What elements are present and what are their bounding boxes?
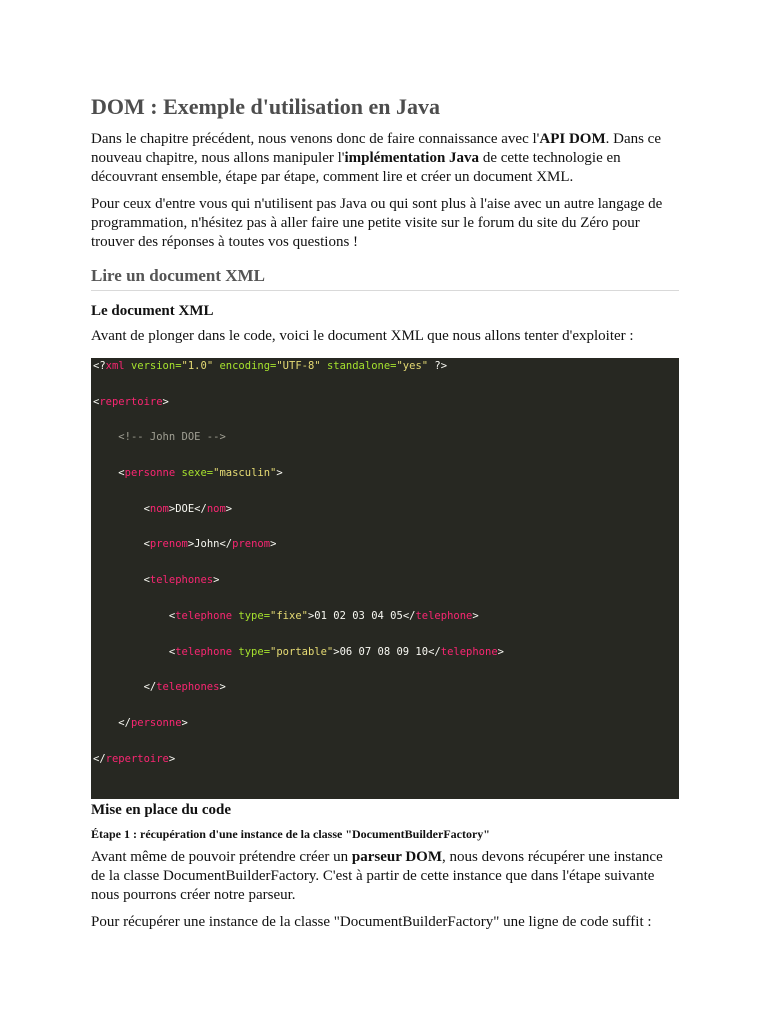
code-line-telephone-fixe: <telephone type="fixe">01 02 03 04 05</telephone> [168,609,479,622]
code-line-telephone-portable: <telephone type="portable">06 07 08 09 10</telephone> [168,645,504,658]
code-line-telephones-open: <telephones> [143,574,220,587]
intro-bold-api-dom: API DOM [539,131,606,147]
xml-code-block [91,358,679,799]
code-line-repertoire-open: <repertoire> [93,395,169,408]
step1-bold-parseur-dom: parseur DOM [351,849,442,865]
code-line-personne-open: <personne sexe="masculin"> [118,467,283,480]
intro-text-2: . Dans ce nouveau chapitre, nous allons manipuler l' [91,131,662,166]
code-line-prenom: <prenom>John</prenom> [143,538,277,551]
intro-text-3: de cette technologie en découvrant ensemble, étape par étape, comment lire et créer un document XML. [91,150,621,185]
step1-text-1: Avant même de pouvoir prétendre créer un [91,849,352,865]
code-line-telephones-close: </telephones> [143,681,226,694]
code-line-comment: <!-- John DOE --> [118,431,226,444]
code-line-declaration: <?xml version="1.0" encoding="UTF-8" standalone="yes" ?> [93,360,448,372]
code-line-repertoire-close: </repertoire> [93,752,176,765]
subheading-xml-document: Le document XML [91,303,214,319]
xml-intro-paragraph: Avant de plonger dans le code, voici le document XML que nous allons tenter d'exploiter : [91,328,634,344]
page-title: DOM : Exemple d'utilisation en Java [91,94,440,119]
intro-text-1: Dans le chapitre précédent, nous venons donc de faire connaissance avec l' [91,131,540,147]
forum-paragraph: Pour ceux d'entre vous qui n'utilisent pas Java ou qui sont plus à l'aise avec un autre langage de programmation, n'hésitez pas à aller faire une petite visite sur le forum du site du Zéro pour trouver des réponses à toutes vos questions ! [91,196,663,250]
article [91,92,679,932]
intro-paragraph [91,130,679,187]
intro-bold-implementation: implémentation Java [344,150,480,166]
step1-heading: Étape 1 : récupération d'une instance de la classe "DocumentBuilderFactory" [91,827,490,841]
step1-paragraph [91,848,679,905]
factory-paragraph: Pour récupérer une instance de la classe "DocumentBuilderFactory" une ligne de code suffit : [91,914,652,930]
subheading-code-setup: Mise en place du code [91,802,231,818]
code-line-nom: <nom>DOE</nom> [143,502,233,515]
code-line-personne-close: </personne> [118,716,188,729]
step1-text-2: , nous devons récupérer une instance de la classe DocumentBuilderFactory. C'est à partir de cette instance que dans l'étape suivante nous pourrons créer notre parseur. [91,849,663,903]
section-heading-read-xml: Lire un document XML [91,264,679,291]
